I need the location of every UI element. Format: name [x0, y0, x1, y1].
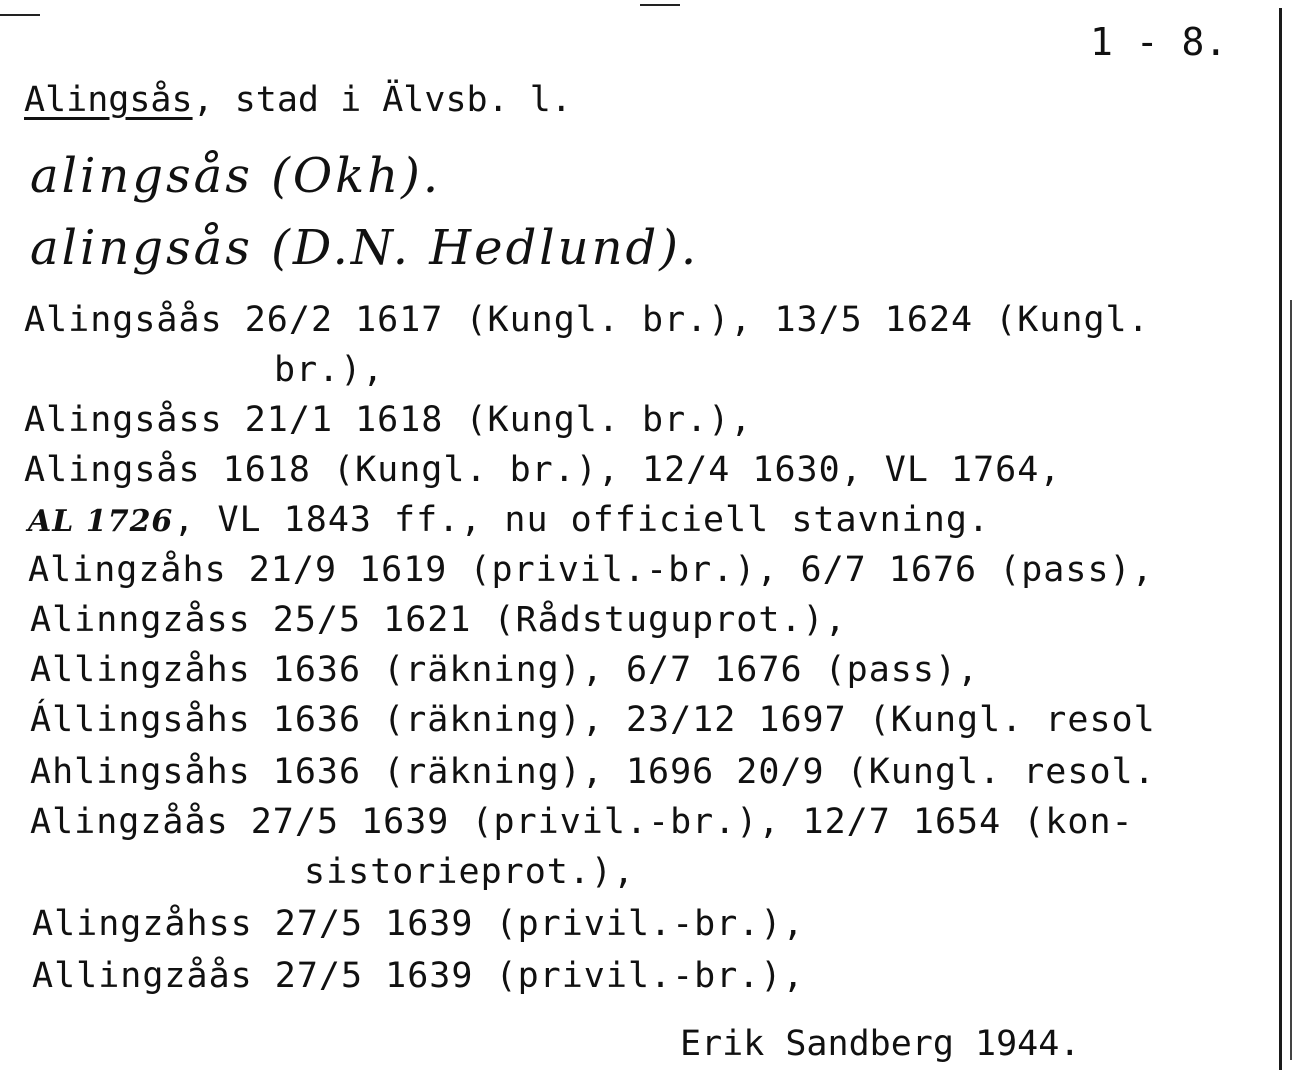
entry-line [30, 650, 979, 690]
entry-line [24, 300, 1150, 340]
entry-line [30, 752, 1156, 792]
card-heading [24, 80, 572, 120]
spelling-form: Ahlingsåhs [30, 752, 251, 792]
spelling-source: 25/5 1621 (Rådstuguprot.), [250, 600, 847, 640]
entry-line [24, 400, 752, 440]
spelling-form: Allingzåås [32, 956, 253, 996]
spelling-form: Alingzåhs [28, 550, 227, 590]
top-edge-mark [0, 14, 40, 16]
entry-line [30, 802, 1134, 842]
spelling-form: Alingzåås [30, 802, 229, 842]
spelling-source: 1636 (räkning), 1696 20/9 (Kungl. resol. [250, 752, 1156, 792]
place-description: , stad i Älvsb. l. [192, 80, 572, 120]
entry-line [304, 852, 635, 892]
handwritten-pronunciation-1: alingsås (Okh). [30, 148, 442, 204]
spelling-source: sistorieprot.), [304, 852, 636, 892]
entry-line [30, 700, 1156, 740]
spelling-form: Alingsås [24, 450, 201, 490]
spelling-source: 27/5 1639 (privil.-br.), 12/7 1654 (kon- [228, 802, 1134, 842]
spelling-source: 27/5 1639 (privil.-br.), [252, 956, 805, 996]
handwritten-pronunciation-2: alingsås (D.N. Hedlund). [30, 220, 700, 276]
spelling-source: 26/2 1617 (Kungl. br.), 13/5 1624 (Kungl. [222, 300, 1150, 340]
entry-line [24, 450, 1061, 490]
spelling-source: br.), [274, 350, 385, 390]
index-number: 1 - 8. [1090, 20, 1228, 64]
spelling-source: 27/5 1639 (privil.-br.), [252, 904, 805, 944]
entry-line [30, 600, 847, 640]
entry-line [32, 956, 805, 996]
spelling-source: 1636 (räkning), 6/7 1676 (pass), [250, 650, 980, 690]
entry-line [28, 550, 1154, 590]
card-right-edge [1279, 8, 1282, 1070]
entry-line [274, 350, 384, 390]
spelling-source: 1636 (räkning), 23/12 1697 (Kungl. resol [250, 700, 1156, 740]
spelling-source: 21/9 1619 (privil.-br.), 6/7 1676 (pass), [226, 550, 1154, 590]
entry-line [28, 500, 990, 542]
handwritten-spelling-form: AL 1726 [28, 504, 174, 539]
spelling-form: Alingsåås [24, 300, 223, 340]
spelling-source: 21/1 1618 (Kungl. br.), [222, 400, 753, 440]
card-right-edge-inner [1290, 300, 1292, 1060]
spelling-form: Alinngzåss [30, 600, 251, 640]
top-edge-mark [640, 4, 680, 6]
spelling-form: Állingsåhs [30, 700, 251, 740]
signature: Erik Sandberg 1944. [680, 1024, 1081, 1064]
place-name: Alingsås [24, 80, 193, 120]
spelling-form: Alingsåss [24, 400, 223, 440]
spelling-form: Alingzåhss [32, 904, 253, 944]
spelling-source: , VL 1843 ff., nu officiell stavning. [173, 500, 990, 540]
spelling-form: Allingzåhs [30, 650, 251, 690]
entry-line [32, 904, 805, 944]
spelling-source: 1618 (Kungl. br.), 12/4 1630, VL 1764, [200, 450, 1062, 490]
